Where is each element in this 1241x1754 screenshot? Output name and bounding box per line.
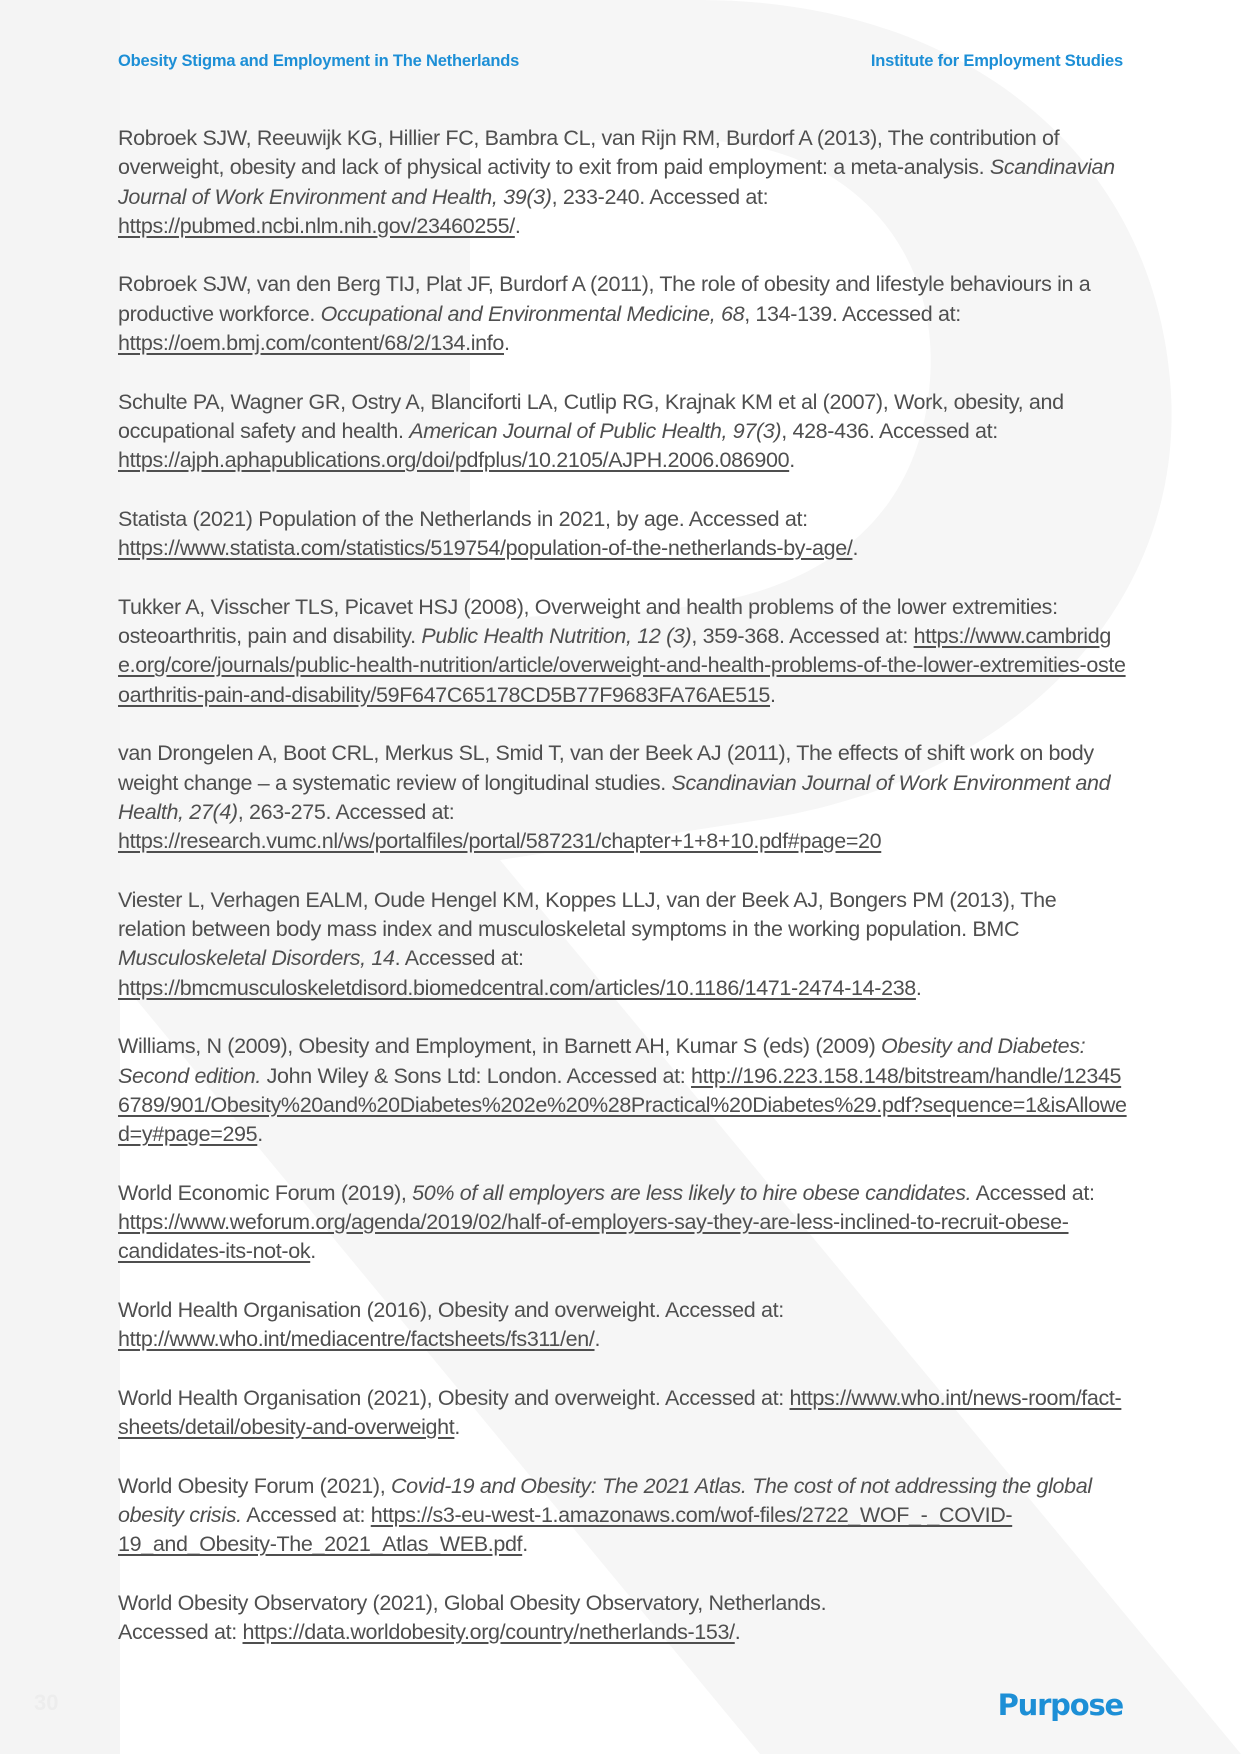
reference-entry: van Drongelen A, Boot CRL, Merkus SL, Smid T, van der Beek AJ (2011), The effects of shift work on body weight change – a systematic review of longitudinal studies. Scandinavian Journal of Work Environment and Health, 27(4), 263-275. Accessed at: https://research.vumc.nl/ws/portalfiles/portal/587231/chapter+1+8+10.pdf#page=20 [118,741,1111,854]
reference-link[interactable]: https://s3-eu-west-1.amazonaws.com/wof-files/2722_WOF_-_COVID-19_and_Obesity-The_2021_Atlas_WEB.pdf [118,1502,1013,1557]
reference-entry: Viester L, Verhagen EALM, Oude Hengel KM, Koppes LLJ, van der Beek AJ, Bongers PM (2013), The relation between body mass index and musculoskeletal symptoms in the working population. BMC Musculoskeletal Disorders, 14. Accessed at: https://bmcmusculoskeletdisord.biomedcentral.com/articles/10.1186/1471-2474-14-238. [118,887,1057,1000]
reference-entry: Schulte PA, Wagner GR, Ostry A, Blanciforti LA, Cutlip RG, Krajnak KM et al (2007), Work, obesity, and occupational safety and health. American Journal of Public Health, 97(3), 428-436. Accessed at: https://ajph.aphapublications.org/doi/pdfplus/10.2105/AJPH.2006.086900. [118,389,1064,473]
reference-entry: Tukker A, Visscher TLS, Picavet HSJ (2008), Overweight and health problems of the lower extremities: osteoarthritis, pain and disability. Public Health Nutrition, 12 (3), 359-368. Accessed at: https://www.cambridge.org/core/journals/public-health-nutrition/article/overweight-and-health-problems-of-the-lower-extremities-osteoarthritis-pain-and-disability/59F647C65178CD5B77F9683FA76AE515. [118,594,1126,707]
reference-link[interactable]: https://www.who.int/news-room/fact-sheets/detail/obesity-and-overweight [118,1385,1122,1440]
reference-link[interactable]: https://data.worldobesity.org/country/netherlands-153/ [242,1620,735,1645]
reference-link[interactable]: http://www.who.int/mediacentre/factsheets/fs311/en/ [118,1327,595,1352]
reference-link[interactable]: https://www.weforum.org/agenda/2019/02/half-of-employers-say-they-are-less-inclined-to-recruit-obese-candidates-its-not-ok [118,1209,1069,1264]
reference-link[interactable]: https://bmcmusculoskeletdisord.biomedcentral.com/articles/10.1186/1471-2474-14-238 [118,975,916,1000]
reference-link[interactable]: http://196.223.158.148/bitstream/handle/123456789/901/Obesity%20and%20Diabetes%202e%20%28Practical%20Diabetes%29.pdf?sequence=1&isAllowed=y#page=295 [118,1063,1127,1147]
purpose-logo: Purpose [997,1688,1123,1722]
reference-link[interactable]: https://www.cambridge.org/core/journals/public-health-nutrition/article/overweight-and-health-problems-of-the-lower-extremities-osteoarthritis-pain-and-disability/59F647C65178CD5B77F9683FA76AE515 [118,624,1126,707]
reference-link[interactable]: https://oem.bmj.com/content/68/2/134.info [118,331,505,356]
reference-entry: Robroek SJW, Reeuwijk KG, Hillier FC, Bambra CL, van Rijn RM, Burdorf A (2013), The contribution of overweight, obesity and lack of physical activity to exit from paid employment: a meta-analysis. Scandinavian Journal of Work Environment and Health, 39(3), 233-240. Accessed at: https://pubmed.ncbi.nlm.nih.gov/23460255/. [118,126,1115,238]
reference-link[interactable]: https://pubmed.ncbi.nlm.nih.gov/23460255/ [118,213,515,238]
reference-link[interactable]: https://www.statista.com/statistics/519754/population-of-the-netherlands-by-age/ [118,536,853,561]
reference-entry: World Health Organisation (2016), Obesity and overweight. Accessed at: http://www.who.int/mediacentre/factsheets/fs311/en/. [118,1297,784,1352]
header-document-title: Obesity Stigma and Employment in The Netherlands [118,52,520,70]
page-header [118,52,1123,71]
reference-list [118,124,1128,1677]
reference-link[interactable]: https://ajph.aphapublications.org/doi/pdfplus/10.2105/AJPH.2006.086900 [118,448,790,473]
reference-entry: Statista (2021) Population of the Netherlands in 2021, by age. Accessed at: https://www.statista.com/statistics/519754/population-of-the-netherlands-by-age/. [118,506,859,561]
reference-entry: Robroek SJW, van den Berg TIJ, Plat JF, Burdorf A (2011), The role of obesity and lifestyle behaviours in a productive workforce. Occupational and Environmental Medicine, 68, 134-139. Accessed at: https://oem.bmj.com/content/68/2/134.info. [118,272,1091,356]
reference-entry: World Obesity Observatory (2021), Global Obesity Observatory, Netherlands. Accessed at: https://data.worldobesity.org/country/netherlands-153/. [118,1590,827,1645]
reference-entry: World Economic Forum (2019), 50% of all employers are less likely to hire obese candidates. Accessed at: https://www.weforum.org/agenda/2019/02/half-of-employers-say-they-are-less-inclined-to-recruit-obese-candidates-its-not-ok. [118,1180,1095,1264]
header-organisation: Institute for Employment Studies [870,52,1123,70]
page-number: 30 [34,1690,59,1715]
reference-entry: Williams, N (2009), Obesity and Employment, in Barnett AH, Kumar S (eds) (2009) Obesity and Diabetes: Second edition. John Wiley & Sons Ltd: London. Accessed at: http://196.223.158.148/bitstream/handle/123456789/901/Obesity%20and%20Diabetes%202e%20%28Practical%20Diabetes%29.pdf?sequence=1&isAllowed=y#page=295. [118,1034,1127,1147]
reference-entry: World Obesity Forum (2021), Covid-19 and Obesity: The 2021 Atlas. The cost of not addressing the global obesity crisis. Accessed at: https://s3-eu-west-1.amazonaws.com/wof-files/2722_WOF_-_COVID-19_and_Obesity-The_2021_Atlas_WEB.pdf. [118,1473,1092,1557]
reference-link[interactable]: https://research.vumc.nl/ws/portalfiles/portal/587231/chapter+1+8+10.pdf#page=20 [118,829,882,854]
reference-entry: World Health Organisation (2021), Obesity and overweight. Accessed at: https://www.who.int/news-room/fact-sheets/detail/obesity-and-overweight. [118,1385,1122,1440]
